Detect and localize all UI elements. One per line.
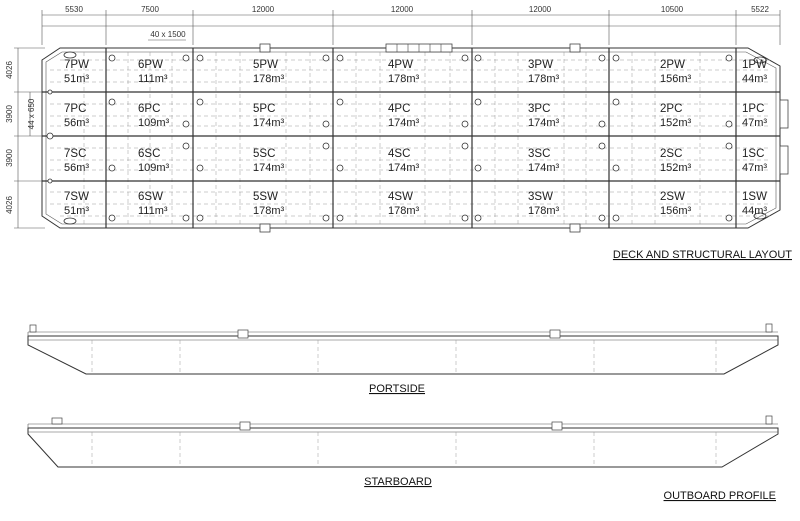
tank-capacity: 111m³ (138, 73, 168, 85)
outboard-profile-title: OUTBOARD PROFILE (663, 490, 776, 502)
deck-layout-title: DECK AND STRUCTURAL LAYOUT (612, 249, 792, 261)
dim-top-7: 5522 (751, 5, 769, 14)
tank-capacity: 156m³ (660, 205, 692, 217)
tank-capacity: 174m³ (253, 162, 285, 174)
tank-name: 3PC (528, 103, 551, 115)
tank-capacity: 47m³ (742, 117, 768, 129)
tank-name: 6SC (138, 148, 161, 160)
tank-name: 2PW (660, 59, 685, 71)
tank-name: 4PC (388, 103, 411, 115)
tank-capacity: 152m³ (660, 117, 692, 129)
dim-top-2: 7500 (141, 5, 159, 14)
starboard-label: STARBOARD (364, 476, 432, 488)
tank-capacity: 178m³ (388, 205, 420, 217)
dim-left-3: 3900 (5, 149, 14, 167)
tank-name: 7SW (64, 191, 89, 203)
dim-top-5: 12000 (528, 5, 552, 14)
tank-capacity: 44m³ (742, 73, 768, 85)
dim-left-1: 4026 (5, 61, 14, 79)
tank-capacity: 44m³ (742, 205, 768, 217)
portside-profile (28, 324, 778, 395)
tank-name: 4SW (388, 191, 413, 203)
tank-capacity: 174m³ (253, 117, 285, 129)
dim-top-3: 12000 (251, 5, 275, 14)
tank-name: 1PC (742, 103, 765, 115)
dim-left-2: 3900 (5, 105, 14, 123)
tank-capacity: 178m³ (528, 73, 560, 85)
tank-name: 5PC (253, 103, 276, 115)
tank-name: 5SW (253, 191, 278, 203)
top-dimension-chain (42, 5, 780, 45)
dim-top-6: 10500 (660, 5, 684, 14)
tank-capacity: 174m³ (528, 117, 560, 129)
tank-name: 7PW (64, 59, 89, 71)
tank-name: 6PC (138, 103, 161, 115)
tank-labels (64, 59, 767, 217)
tank-name: 3SC (528, 148, 551, 160)
left-dimension-chain (5, 48, 45, 228)
tank-name: 5SC (253, 148, 276, 160)
tank-capacity: 56m³ (64, 117, 90, 129)
tank-capacity: 152m³ (660, 162, 692, 174)
tank-name: 7PC (64, 103, 87, 115)
dim-left-4: 4026 (5, 196, 14, 214)
tank-capacity: 47m³ (742, 162, 768, 174)
tank-name: 6SW (138, 191, 163, 203)
tank-name: 3PW (528, 59, 553, 71)
deck-plan (42, 44, 792, 261)
tank-name: 2PC (660, 103, 683, 115)
tank-capacity: 156m³ (660, 73, 692, 85)
tank-name: 6PW (138, 59, 163, 71)
tank-name: 4SC (388, 148, 411, 160)
tank-capacity: 178m³ (388, 73, 420, 85)
tank-name: 5PW (253, 59, 278, 71)
tank-capacity: 174m³ (528, 162, 560, 174)
tank-name: 2SC (660, 148, 683, 160)
tank-capacity: 178m³ (528, 205, 560, 217)
tank-capacity: 56m³ (64, 162, 90, 174)
detail-note: 40 x 1500 (150, 30, 186, 39)
tank-name: 7SC (64, 148, 87, 160)
tank-capacity: 109m³ (138, 117, 170, 129)
tank-capacity: 174m³ (388, 162, 420, 174)
tank-name: 1SC (742, 148, 765, 160)
tank-capacity: 51m³ (64, 205, 90, 217)
tank-capacity: 111m³ (138, 205, 168, 217)
tank-name: 3SW (528, 191, 553, 203)
portside-label: PORTSIDE (368, 383, 426, 395)
tank-capacity: 174m³ (388, 117, 420, 129)
tank-name: 1PW (742, 59, 767, 71)
dim-top-4: 12000 (390, 5, 414, 14)
tank-capacity: 178m³ (253, 205, 285, 217)
tank-capacity: 178m³ (253, 73, 285, 85)
tank-name: 1SW (742, 191, 767, 203)
dim-top-1: 5530 (65, 5, 83, 14)
tank-name: 4PW (388, 59, 413, 71)
tank-capacity: 51m³ (64, 73, 90, 85)
starboard-profile (28, 416, 778, 502)
tank-name: 2SW (660, 191, 685, 203)
side-note: 44 x 650 (27, 98, 36, 130)
tank-capacity: 109m³ (138, 162, 170, 174)
